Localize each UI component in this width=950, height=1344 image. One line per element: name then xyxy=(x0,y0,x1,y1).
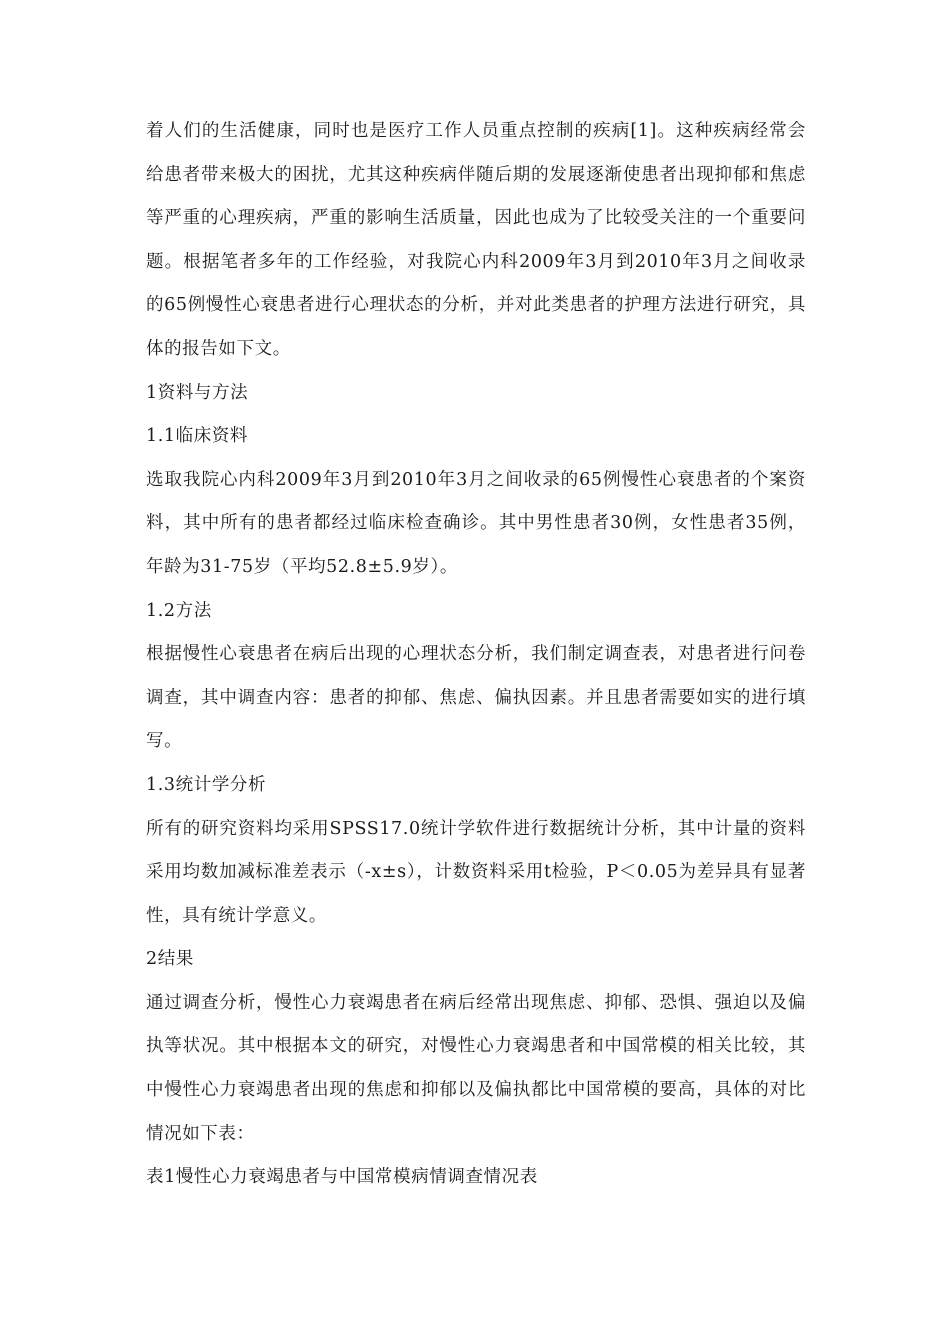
document-page xyxy=(146,110,806,1200)
subsection-heading-statistics: 1.3统计学分析 xyxy=(146,774,267,795)
paragraph-results: 通过调查分析，慢性心力衰竭患者在病后经常出现焦虑、抑郁、恐惧、强迫以及偏执等状况。其中根据本文的研究，对慢性心力衰竭患者和中国常模的相关比较，其中慢性心力衰竭患者出现的焦虑和抑郁以及偏执都比中国常模的要高，具体的对比情况如下表： xyxy=(146,992,806,1144)
subsection-heading-methods: 1.2方法 xyxy=(146,600,212,621)
paragraph-methods: 根据慢性心衰患者在病后出现的心理状态分析，我们制定调查表，对患者进行问卷调查，其中调查内容：患者的抑郁、焦虑、偏执因素。并且患者需要如实的进行填写。 xyxy=(146,644,806,752)
subsection-heading-clinical-data: 1.1临床资料 xyxy=(146,426,249,447)
table-caption: 表1慢性心力衰竭患者与中国常模病情调查情况表 xyxy=(146,1167,538,1188)
section-heading-results: 2结果 xyxy=(146,949,194,970)
paragraph-clinical-data: 选取我院心内科2009年3月到2010年3月之间收录的65例慢性心衰患者的个案资料，其中所有的患者都经过临床检查确诊。其中男性患者30例，女性患者35例，年龄为31-75岁（平均52.8±5.9岁）。 xyxy=(146,469,806,577)
paragraph-statistics: 所有的研究资料均采用SPSS17.0统计学软件进行数据统计分析，其中计量的资料采用均数加减标准差表示（-x±s），计数资料采用t检验，P＜0.05为差异具有显著性，具有统计学意义。 xyxy=(146,818,806,926)
paragraph-intro: 着人们的生活健康，同时也是医疗工作人员重点控制的疾病[1]。这种疾病经常会给患者带来极大的困扰，尤其这种疾病伴随后期的发展逐渐使患者出现抑郁和焦虑等严重的心理疾病，严重的影响生活质量，因此也成为了比较受关注的一个重要问题。根据笔者多年的工作经验，对我院心内科2009年3月到2010年3月之间收录的65例慢性心衰患者进行心理状态的分析，并对此类患者的护理方法进行研究，具体的报告如下文。 xyxy=(146,121,806,359)
section-heading-materials-methods: 1资料与方法 xyxy=(146,382,249,403)
